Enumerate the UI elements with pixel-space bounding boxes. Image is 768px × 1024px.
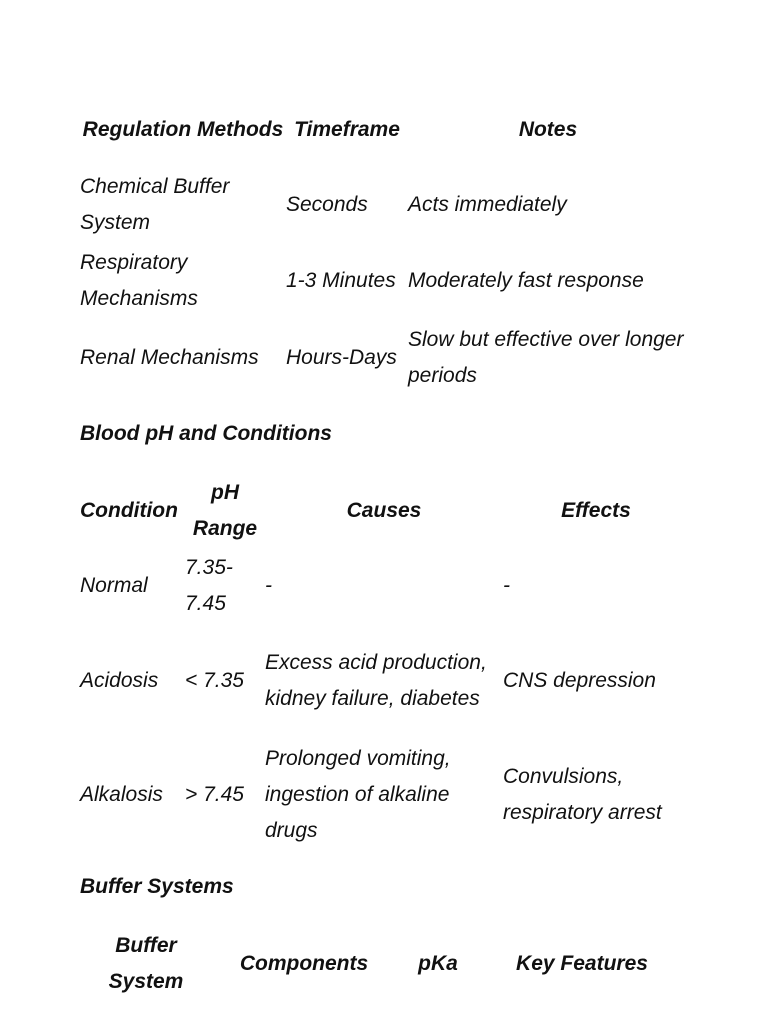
table-cell: - [503,573,510,597]
table-row [80,243,688,319]
table-row [80,547,689,624]
table-cell: Acts immediately [408,192,567,216]
table-row [80,319,688,396]
table-cell: > 7.45 [185,783,244,806]
table-cell: 7.35-7.45 [185,555,233,615]
table-row [80,166,688,243]
buffer-systems-table [80,927,684,1000]
table-cell: Alkalosis [80,783,163,806]
section-heading-blood-ph: Blood pH and Conditions [80,422,332,445]
table-cell: Hours-Days [286,345,397,369]
table-header-row [80,94,688,166]
table-row [80,624,689,738]
table-header-row [80,927,684,1000]
column-header: pH Range [192,480,258,540]
table-row [80,738,689,852]
column-header: Buffer System [108,933,184,993]
table-cell: Convulsions, respiratory arrest [503,765,662,824]
table-cell: Excess acid production, kidney failure, diabetes [265,651,487,710]
table-cell: 1-3 Minutes [286,269,396,292]
blood-ph-conditions-table [80,474,689,852]
column-header: Regulation Methods [82,118,284,141]
table-cell: - [265,573,272,597]
column-header: Notes [518,118,578,141]
table-cell: Respiratory Mechanisms [80,251,198,310]
table-cell: CNS depression [503,669,656,692]
column-header: Components [239,951,369,975]
table-cell: Acidosis [80,669,159,692]
table-cell: Prolonged vomiting, ingestion of alkaline drugs [265,747,451,842]
regulation-methods-table [80,94,688,396]
table-cell: Seconds [286,192,368,216]
table-cell: Chemical Buffer System [80,174,230,234]
column-header: pKa [418,951,458,975]
column-header: Condition [80,498,178,522]
table-cell: Slow but effective over longer periods [408,327,684,387]
table-header-row [80,474,689,547]
section-heading-buffer-systems: Buffer Systems [80,875,234,898]
column-header: Effects [561,498,631,522]
column-header: Causes [346,498,422,522]
column-header: Key Features [516,951,648,975]
column-header: Timeframe [294,118,400,141]
table-cell: Moderately fast response [408,269,644,292]
table-cell: < 7.35 [185,669,244,692]
table-cell: Renal Mechanisms [80,345,259,369]
table-cell: Normal [80,573,148,597]
